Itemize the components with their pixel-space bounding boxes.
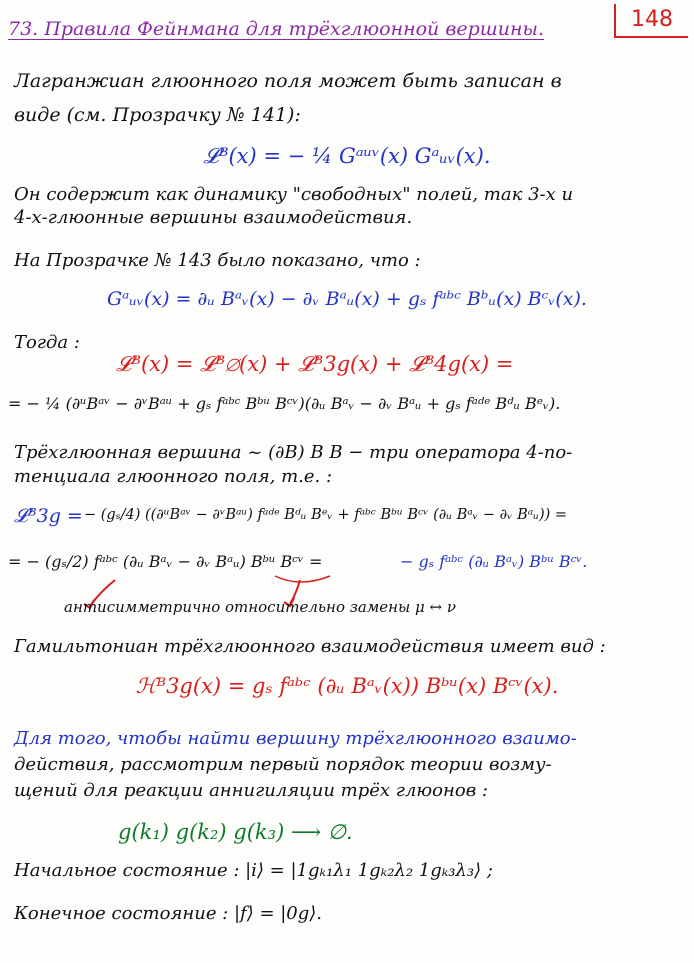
formula-3g-expanded: − (gₛ/4) ((∂ᵘBᵃᵛ − ∂ᵛBᵃᵘ) fᵃᵈᵉ Bᵈᵤ Bᵉᵥ + fᵃᵇᶜ Bᵇᵘ Bᶜᵛ (∂ᵤ Bᵃᵥ − ∂ᵥ Bᵃᵤ)) =: [84, 507, 568, 523]
formula-annihilation: g(k₁) g(k₂) g(k₃) ⟶ ∅.: [118, 820, 353, 844]
formula-field-tensor: Gᵃᵤᵥ(x) = ∂ᵤ Bᵃᵥ(x) − ∂ᵥ Bᵃᵤ(x) + gₛ fᵃᵇᶜ Bᵇᵤ(x) Bᶜᵥ(x).: [107, 288, 587, 310]
page-number-box: 148: [614, 4, 688, 38]
text-line-4: 4-х-глюонные вершины взаимодействия.: [14, 207, 413, 228]
text-line-9: Гамильтониан трёхглюонного взаимодействия имеет вид :: [14, 636, 606, 657]
formula-3g-result: − gₛ fᵃᵇᶜ (∂ᵤ Bᵃᵥ) Bᵇᵘ Bᶜᵛ.: [400, 552, 588, 571]
formula-lagrangian-split: 𝓛ᴮ(x) = 𝓛ᴮ∅(x) + 𝓛ᴮ3g(x) + 𝓛ᴮ4g(x) =: [116, 352, 514, 376]
formula-lagrangian-expanded: = − ¼ (∂ᵘBᵃᵛ − ∂ᵛBᵃᵘ + gₛ fᵃᵇᶜ Bᵇᵘ Bᶜᵛ)(∂ᵤ Bᵃᵥ − ∂ᵥ Bᵃᵤ + gₛ fᵃᵈᵉ Bᵈᵤ Bᵉᵥ).: [8, 394, 561, 413]
text-line-12: щений для реакции аннигиляции трёх глюонов :: [14, 780, 488, 801]
formula-hamiltonian: ℋᴮ3g(x) = gₛ fᵃᵇᶜ (∂ᵤ Bᵃᵥ(x)) Bᵇᵘ(x) Bᶜᵛ(x).: [135, 674, 559, 698]
text-line-7: Трёхглюонная вершина ~ (∂B) B B − три оператора 4-по-: [14, 442, 573, 463]
text-line-6: Тогда :: [14, 332, 80, 353]
text-line-2: виде (см. Прозрачку № 141):: [14, 104, 301, 126]
text-line-8: тенциала глюонного поля, т.е. :: [14, 466, 333, 487]
text-line-11: действия, рассмотрим первый порядок теории возму-: [14, 754, 552, 775]
text-initial-state: Начальное состояние : |i⟩ = |1gₖ₁λ₁ 1gₖ₂λ₂ 1gₖ₃λ₃⟩ ;: [14, 860, 493, 881]
text-line-10: Для того, чтобы найти вершину трёхглюонного взаимо-: [14, 728, 577, 749]
formula-3g-simplified: = − (gₛ/2) fᵃᵇᶜ (∂ᵤ Bᵃᵥ − ∂ᵥ Bᵃᵤ) Bᵇᵘ Bᶜᵛ =: [8, 552, 323, 571]
page-title: 73. Правила Фейнмана для трёхглюонной вершины.: [8, 18, 545, 40]
text-line-3: Он содержит как динамику "свободных" полей, так 3-х и: [14, 184, 574, 205]
formula-3g-label: 𝓛ᴮ3g =: [14, 505, 83, 527]
text-line-5: На Прозрачке № 143 было показано, что :: [14, 250, 421, 271]
text-final-state: Конечное состояние : |f⟩ = |0g⟩.: [14, 903, 323, 924]
antisymmetry-note: антисимметрично относительно замены μ ↔ ν: [64, 598, 457, 616]
formula-lagrangian: 𝓛ᴮ(x) = − ¼ Gᵃᵘᵛ(x) Gᵃᵤᵥ(x).: [203, 144, 491, 168]
text-line-1: Лагранжиан глюонного поля может быть записан в: [14, 70, 562, 92]
